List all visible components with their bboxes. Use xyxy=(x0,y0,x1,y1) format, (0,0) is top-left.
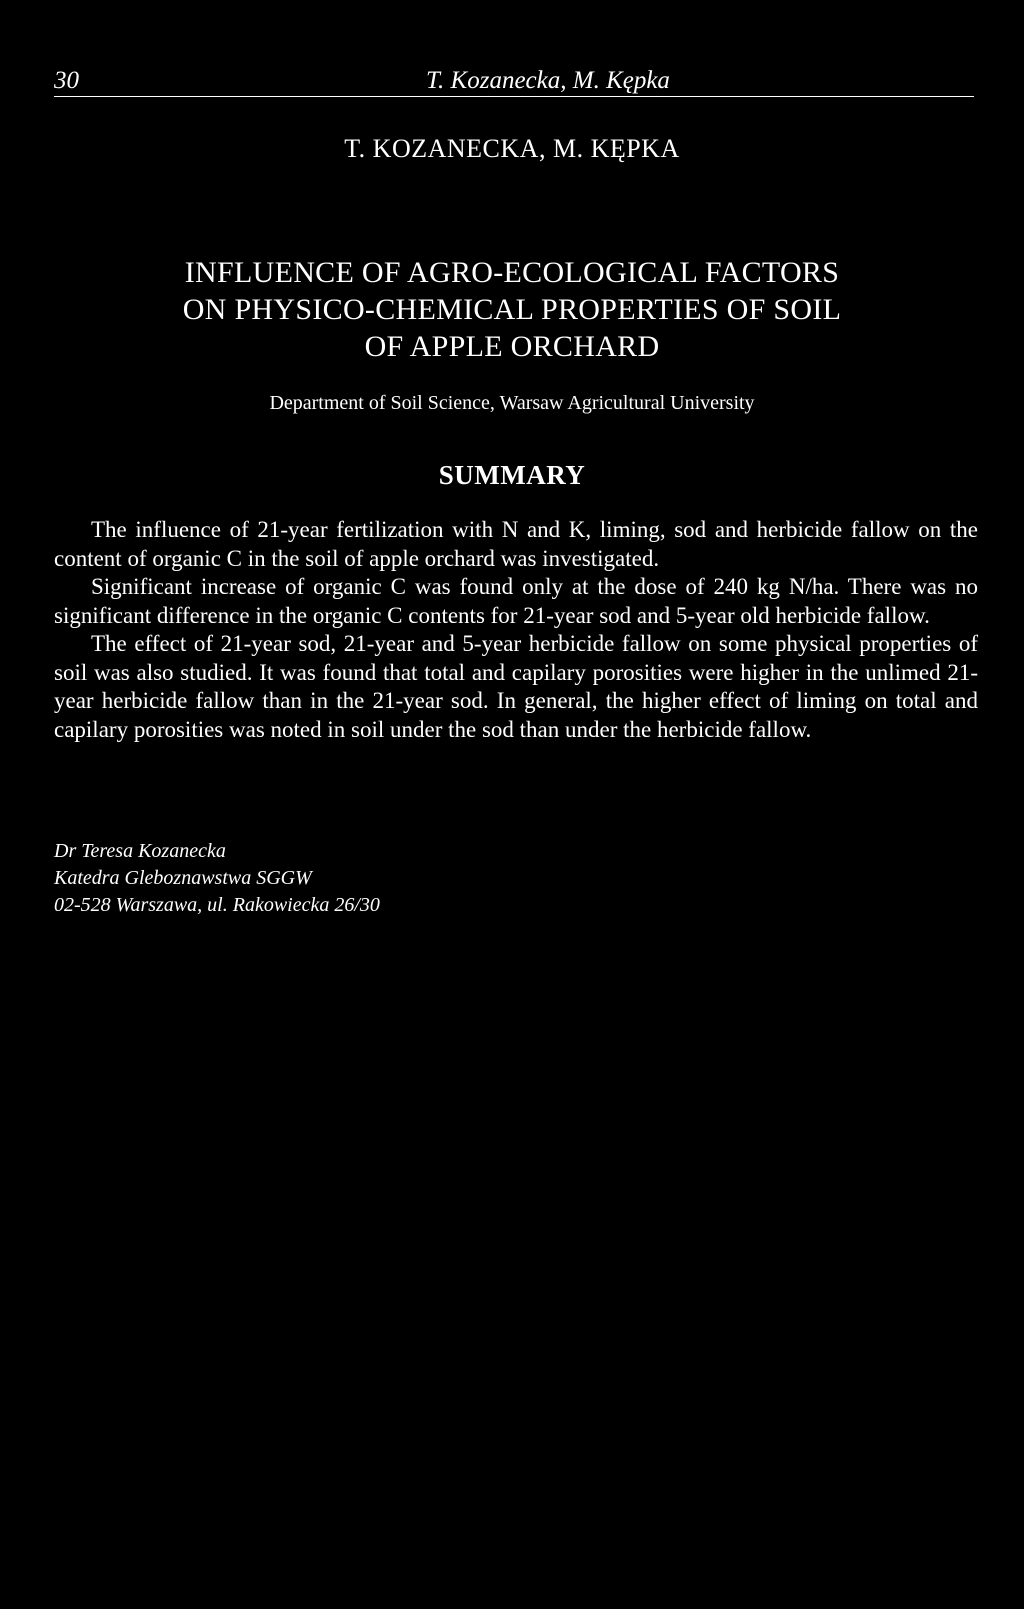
address-department: Katedra Gleboznawstwa SGGW xyxy=(54,867,312,889)
paper-title xyxy=(0,254,1024,365)
summary-body xyxy=(54,516,978,744)
summary-paragraph: The effect of 21-year sod, 21-year and 5-year herbicide fallow on some physical properties of soil was also studied. It was found that total and capilary porosities were higher in the unlimed 21-year herbicide fallow than in the 21-year sod. In general, the higher effect of liming on total and capilary porosities was noted in soil under the sod than under the herbicide fallow. xyxy=(54,631,978,742)
title-line: INFLUENCE OF AGRO-ECOLOGICAL FACTORS xyxy=(184,256,840,289)
affiliation: Department of Soil Science, Warsaw Agricultural University xyxy=(269,392,755,414)
address-street: 02-528 Warszawa, ul. Rakowiecka 26/30 xyxy=(54,894,380,916)
summary-paragraph: Significant increase of organic C was found only at the dose of 240 kg N/ha. There was no significant difference in the organic C contents for 21-year sod and 5-year old herbicide fallow. xyxy=(54,574,978,628)
title-line: OF APPLE ORCHARD xyxy=(364,330,660,363)
page-number: 30 xyxy=(54,67,79,94)
running-head-title: T. Kozanecka, M. Kępka xyxy=(426,67,670,94)
summary-paragraph: The influence of 21-year fertilization with N and K, liming, sod and herbicide fallow on the content of organic C in the soil of apple orchard was investigated. xyxy=(54,517,978,571)
address-name: Dr Teresa Kozanecka xyxy=(54,840,226,862)
summary-heading: SUMMARY xyxy=(438,460,586,490)
title-line: ON PHYSICO-CHEMICAL PROPERTIES OF SOIL xyxy=(182,293,842,326)
author-address xyxy=(54,838,380,919)
authors: T. KOZANECKA, M. KĘPKA xyxy=(344,134,680,163)
running-head xyxy=(54,64,974,97)
